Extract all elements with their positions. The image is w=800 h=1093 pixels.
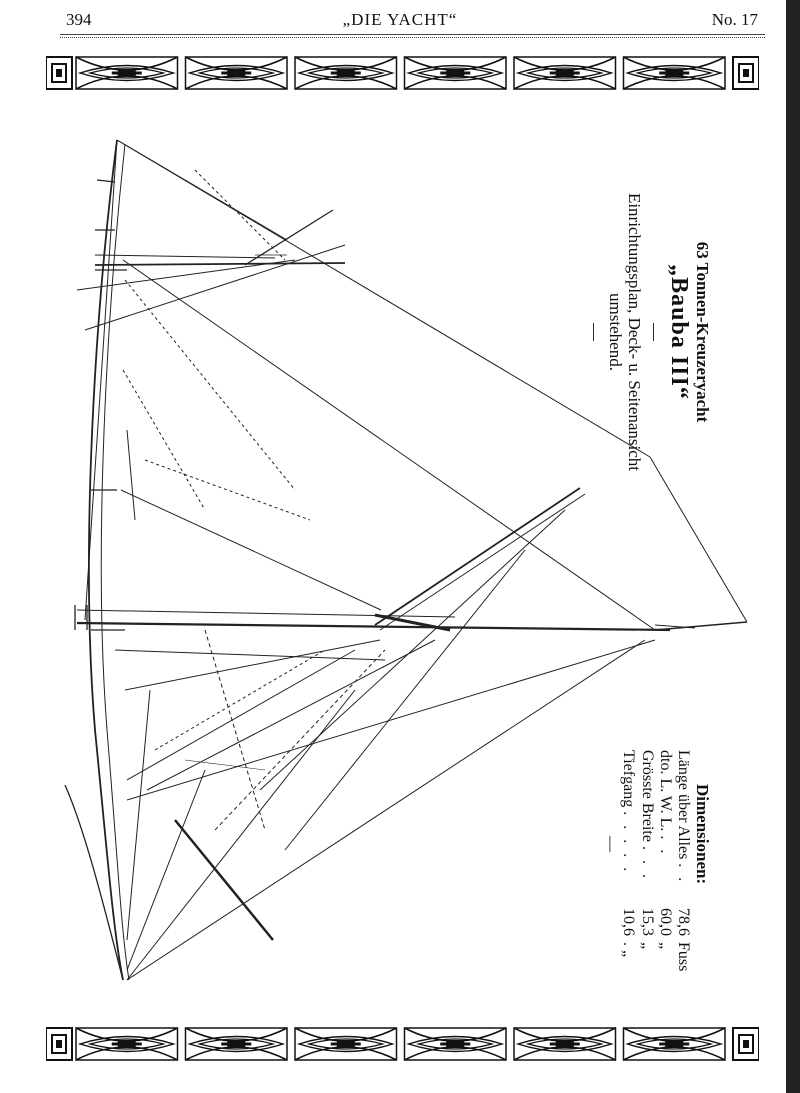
ornament-lozenge [186, 57, 288, 89]
dimensions-heading: Dimensionen: [693, 784, 712, 885]
ornamental-border-bottom [46, 1026, 759, 1062]
yacht-name: „Bauba III“ [666, 264, 693, 400]
ornament-lozenge [514, 1028, 616, 1060]
dimension-row [674, 750, 692, 980]
title-separator: — [644, 323, 665, 341]
scan-edge-shadow [786, 0, 800, 1093]
ornament-lozenge [186, 1028, 288, 1060]
dimension-label: Länge über Alles [675, 750, 693, 860]
plate-note-line1: Einrichtungsplan, Deck- u. Seitenansicht [625, 192, 645, 472]
plate-title-block [584, 182, 712, 482]
bowsprit [175, 820, 273, 940]
ornamental-border-top [46, 55, 759, 91]
ornament-lozenge [295, 57, 397, 89]
mizzenmast [95, 263, 345, 265]
ornament-lozenge [514, 57, 616, 89]
ornament-svg-bottom [46, 1026, 759, 1062]
header-rule-dotted [60, 37, 765, 38]
dimension-unit: „ [638, 942, 656, 950]
ornament-lozenge [76, 1028, 178, 1060]
header-rule [60, 34, 765, 35]
dimension-label: Grösste Breite [638, 750, 656, 842]
ornament-svg-top [46, 55, 759, 91]
ornament-square-block [46, 57, 72, 89]
dimension-value: 15,3 [638, 908, 656, 936]
dimension-value: 10,6 [620, 908, 638, 936]
dimension-value: 78,6 [675, 908, 693, 936]
note-separator: — [585, 323, 606, 341]
dimension-dots: . . . . . [620, 811, 638, 875]
dimension-value: 60,0 [657, 908, 675, 936]
dimensions-end-mark: — [601, 836, 619, 852]
page-number: 394 [66, 10, 92, 29]
ornament-lozenge [405, 57, 507, 89]
dimension-label: dto. L. W. L. [657, 750, 675, 832]
ornament-square-block [46, 1028, 72, 1060]
keel-line [65, 785, 123, 980]
ornament-lozenge [624, 57, 726, 89]
plate-note-line2: umstehend. [605, 293, 625, 371]
ornament-square-block [733, 57, 759, 89]
dimension-unit: „ [657, 942, 675, 950]
plate-tonnage: 63 Tonnen-Kreuzeryacht [693, 241, 712, 423]
issue-number: No. 17 [711, 10, 758, 29]
dimension-dots: . . [657, 835, 675, 857]
dimension-unit: Fuss [675, 942, 693, 972]
mizzen-gaff [245, 210, 333, 265]
mainmast [77, 623, 670, 630]
dimension-row [637, 750, 655, 980]
journal-title: „DIE YACHT“ [342, 10, 458, 29]
ornament-square-block [733, 1028, 759, 1060]
ornament-lozenge [76, 57, 178, 89]
ornament-lozenge [405, 1028, 507, 1060]
dimension-label: Tiefgang [620, 750, 638, 808]
dimension-dots: . . . [638, 845, 656, 881]
dimension-row [656, 750, 674, 980]
dimensions-block [601, 750, 713, 980]
dimension-unit: . „ [620, 942, 638, 958]
dimension-dots: . . [675, 863, 693, 885]
ornament-lozenge [295, 1028, 397, 1060]
dimension-row [619, 750, 637, 980]
ornament-lozenge [624, 1028, 726, 1060]
hull-outline [89, 140, 123, 980]
